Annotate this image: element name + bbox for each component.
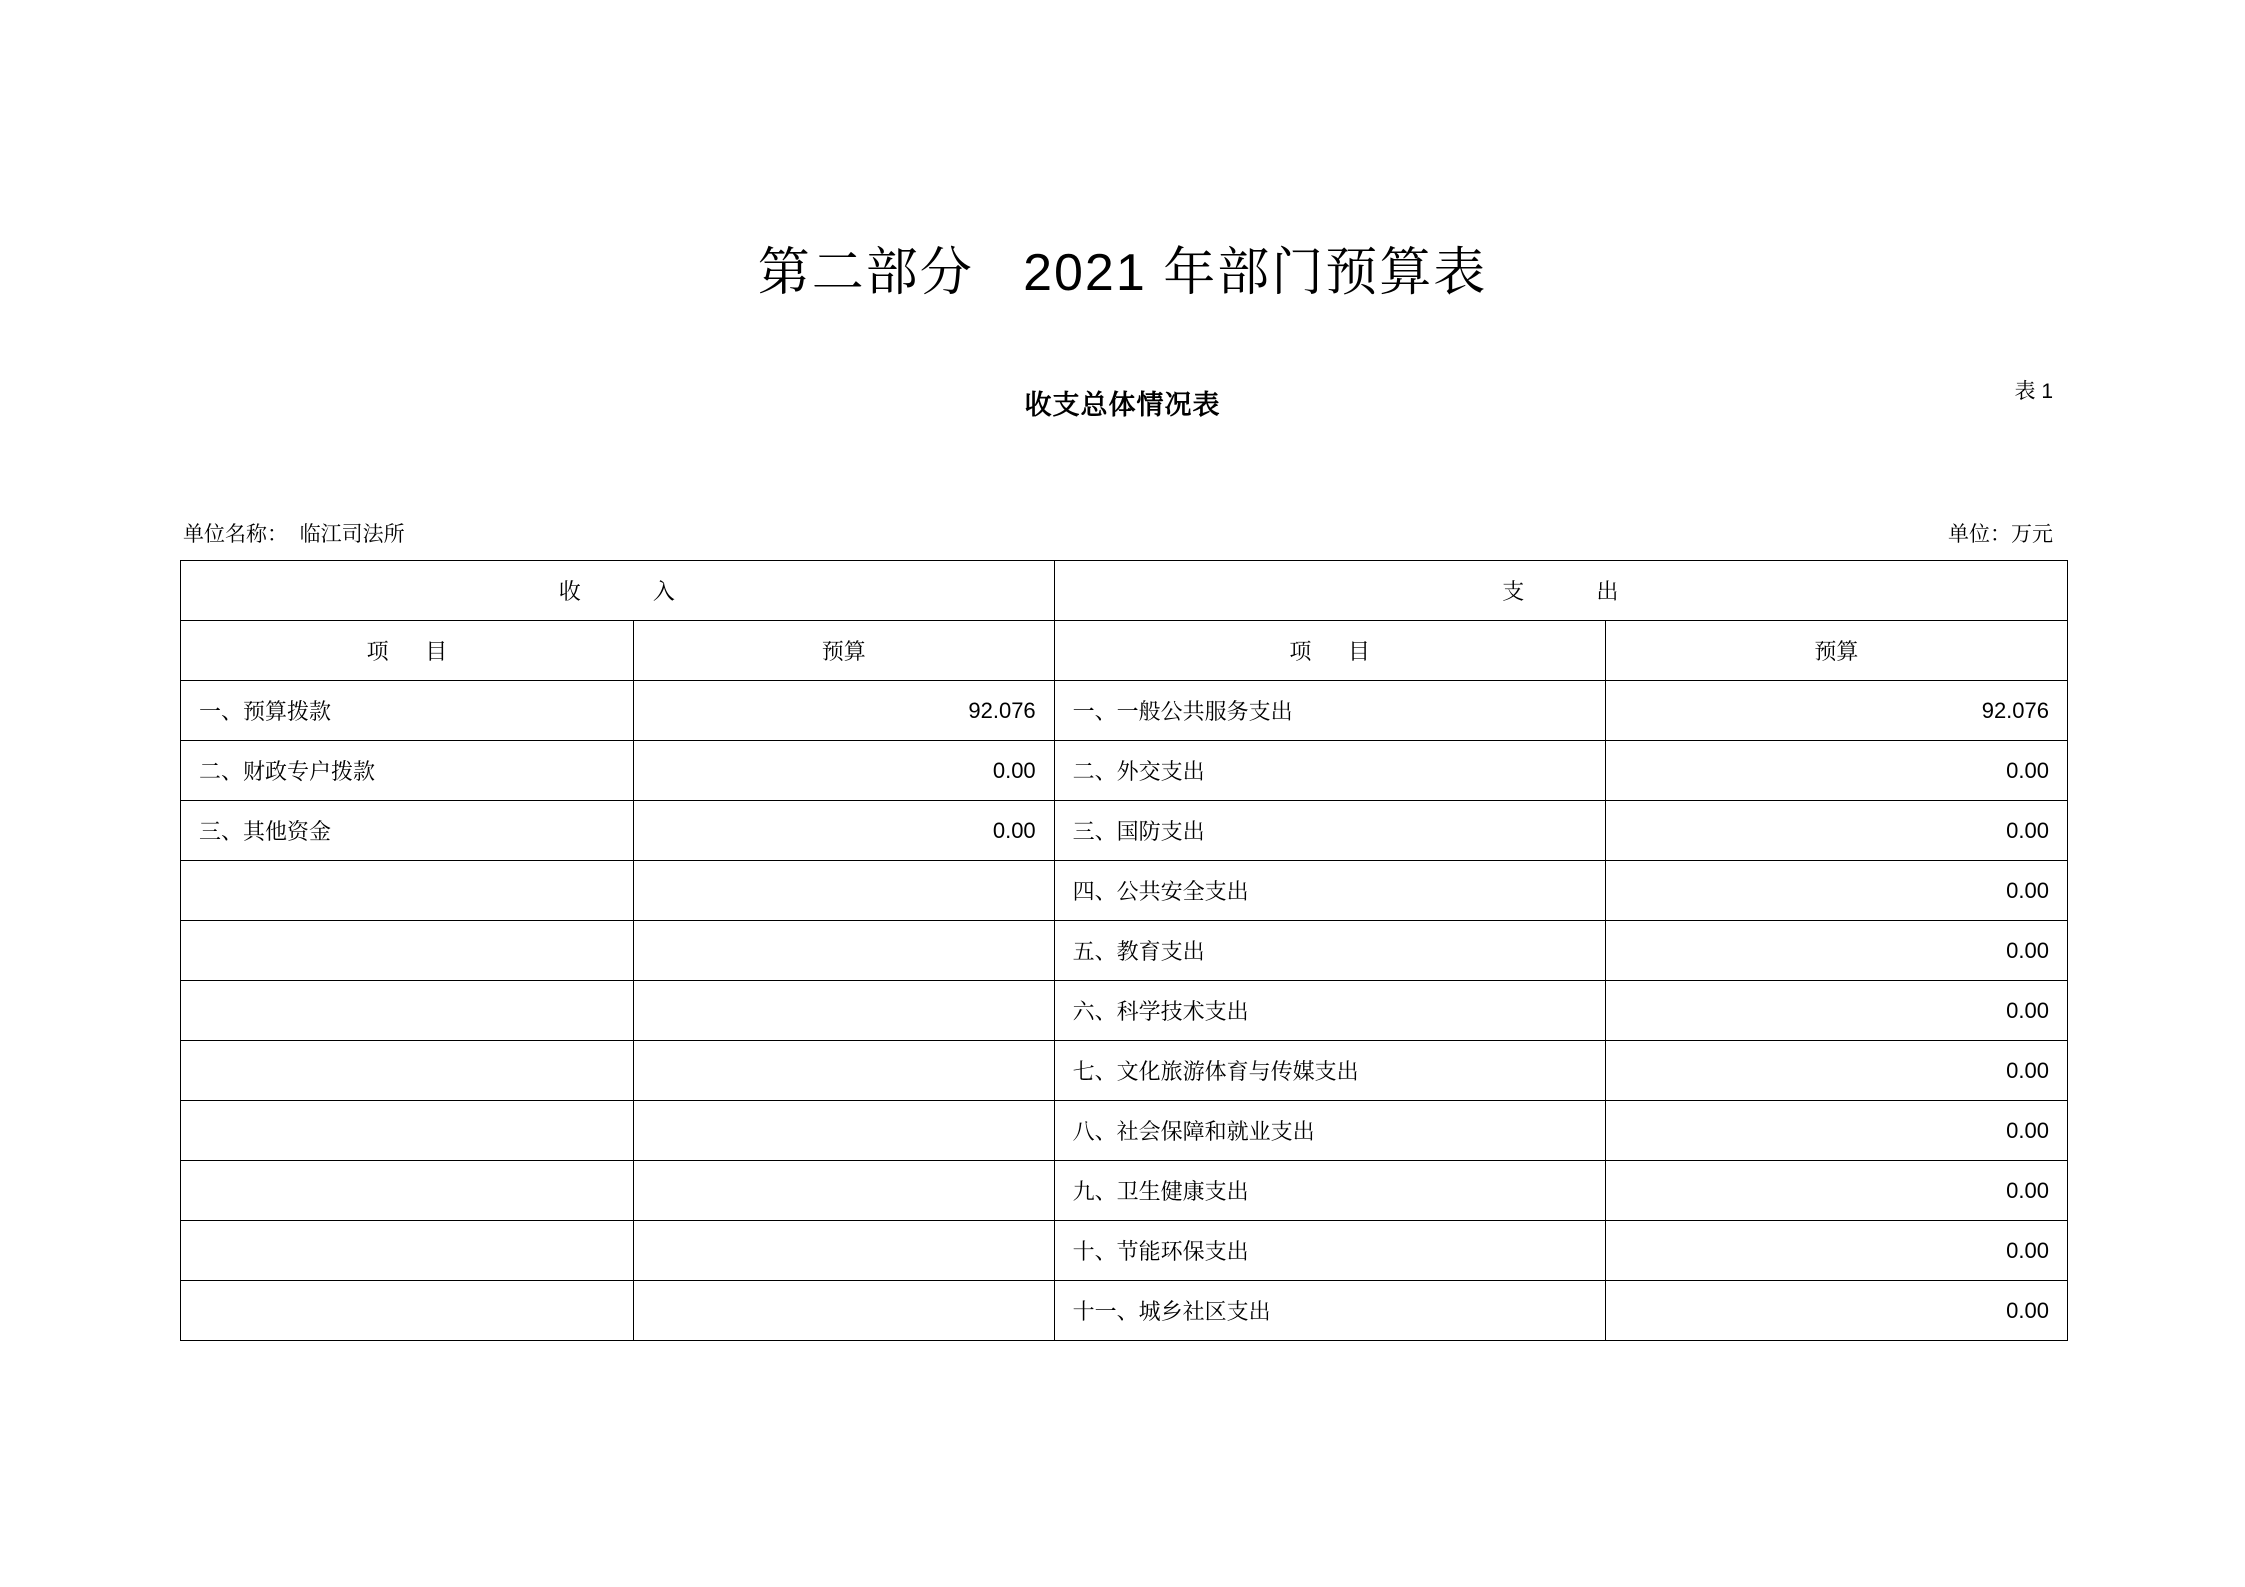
cell-income-item (181, 1281, 634, 1341)
cell-income-budget (633, 981, 1054, 1041)
cell-expense-budget: 0.00 (1605, 1041, 2067, 1101)
cell-income-budget: 0.00 (633, 741, 1054, 801)
cell-income-item: 三、其他资金 (181, 801, 634, 861)
cell-income-budget (633, 921, 1054, 981)
cell-income-budget (633, 1221, 1054, 1281)
cell-income-budget (633, 861, 1054, 921)
cell-expense-item: 十一、城乡社区支出 (1054, 1281, 1605, 1341)
column-header-expense-item: 项 目 (1054, 621, 1605, 681)
cell-expense-budget: 0.00 (1605, 1221, 2067, 1281)
table-row (181, 1101, 2068, 1161)
cell-expense-item: 七、文化旅游体育与传媒支出 (1054, 1041, 1605, 1101)
cell-income-budget (633, 1041, 1054, 1101)
column-header-income-budget: 预算 (633, 621, 1054, 681)
cell-expense-budget: 0.00 (1605, 921, 2067, 981)
table-number-label: 表 1 (2014, 380, 2053, 403)
cell-expense-budget: 0.00 (1605, 1161, 2067, 1221)
cell-income-item: 二、财政专户拨款 (181, 741, 634, 801)
unit-name-label: 单位名称： 临江司法所 (183, 523, 405, 546)
cell-income-item (181, 921, 634, 981)
cell-income-item (181, 1161, 634, 1221)
cell-expense-item: 八、社会保障和就业支出 (1054, 1101, 1605, 1161)
cell-income-item (181, 861, 634, 921)
cell-expense-item: 四、公共安全支出 (1054, 861, 1605, 921)
table-meta-row (183, 518, 2053, 548)
cell-income-budget (633, 1101, 1054, 1161)
cell-income-budget (633, 1281, 1054, 1341)
sheet-title: 收支总体情况表 (1024, 390, 1221, 420)
table-row (181, 1161, 2068, 1221)
budget-table (180, 560, 2068, 1341)
unit-measure-label: 单位：万元 (1948, 523, 2053, 546)
table-group-header-row (181, 561, 2068, 621)
cell-income-item: 一、预算拨款 (181, 681, 634, 741)
group-header-income: 收 入 (181, 561, 1055, 621)
cell-expense-budget: 0.00 (1605, 741, 2067, 801)
cell-income-item (181, 1041, 634, 1101)
cell-expense-budget: 0.00 (1605, 1281, 2067, 1341)
cell-income-budget (633, 1161, 1054, 1221)
column-header-income-item: 项 目 (181, 621, 634, 681)
table-row (181, 681, 2068, 741)
table-row (181, 981, 2068, 1041)
cell-expense-budget: 0.00 (1605, 1101, 2067, 1161)
cell-expense-item: 一、一般公共服务支出 (1054, 681, 1605, 741)
cell-expense-budget: 0.00 (1605, 801, 2067, 861)
cell-expense-item: 十、节能环保支出 (1054, 1221, 1605, 1281)
cell-expense-budget: 0.00 (1605, 861, 2067, 921)
table-row (181, 1041, 2068, 1101)
cell-income-item (181, 981, 634, 1041)
cell-expense-budget: 92.076 (1605, 681, 2067, 741)
table-row (181, 801, 2068, 861)
cell-expense-item: 三、国防支出 (1054, 801, 1605, 861)
cell-income-item (181, 1221, 634, 1281)
cell-income-budget: 92.076 (633, 681, 1054, 741)
page-title: 第二部分 2021 年部门预算表 (757, 244, 1488, 302)
table-column-header-row (181, 621, 2068, 681)
table-row (181, 1221, 2068, 1281)
table-row (181, 1281, 2068, 1341)
table-row (181, 741, 2068, 801)
cell-expense-item: 九、卫生健康支出 (1054, 1161, 1605, 1221)
column-header-expense-budget: 预算 (1605, 621, 2067, 681)
cell-expense-budget: 0.00 (1605, 981, 2067, 1041)
group-header-expense: 支 出 (1054, 561, 2067, 621)
table-row (181, 861, 2068, 921)
cell-expense-item: 六、科学技术支出 (1054, 981, 1605, 1041)
table-row (181, 921, 2068, 981)
cell-expense-item: 五、教育支出 (1054, 921, 1605, 981)
cell-income-item (181, 1101, 634, 1161)
cell-expense-item: 二、外交支出 (1054, 741, 1605, 801)
cell-income-budget: 0.00 (633, 801, 1054, 861)
